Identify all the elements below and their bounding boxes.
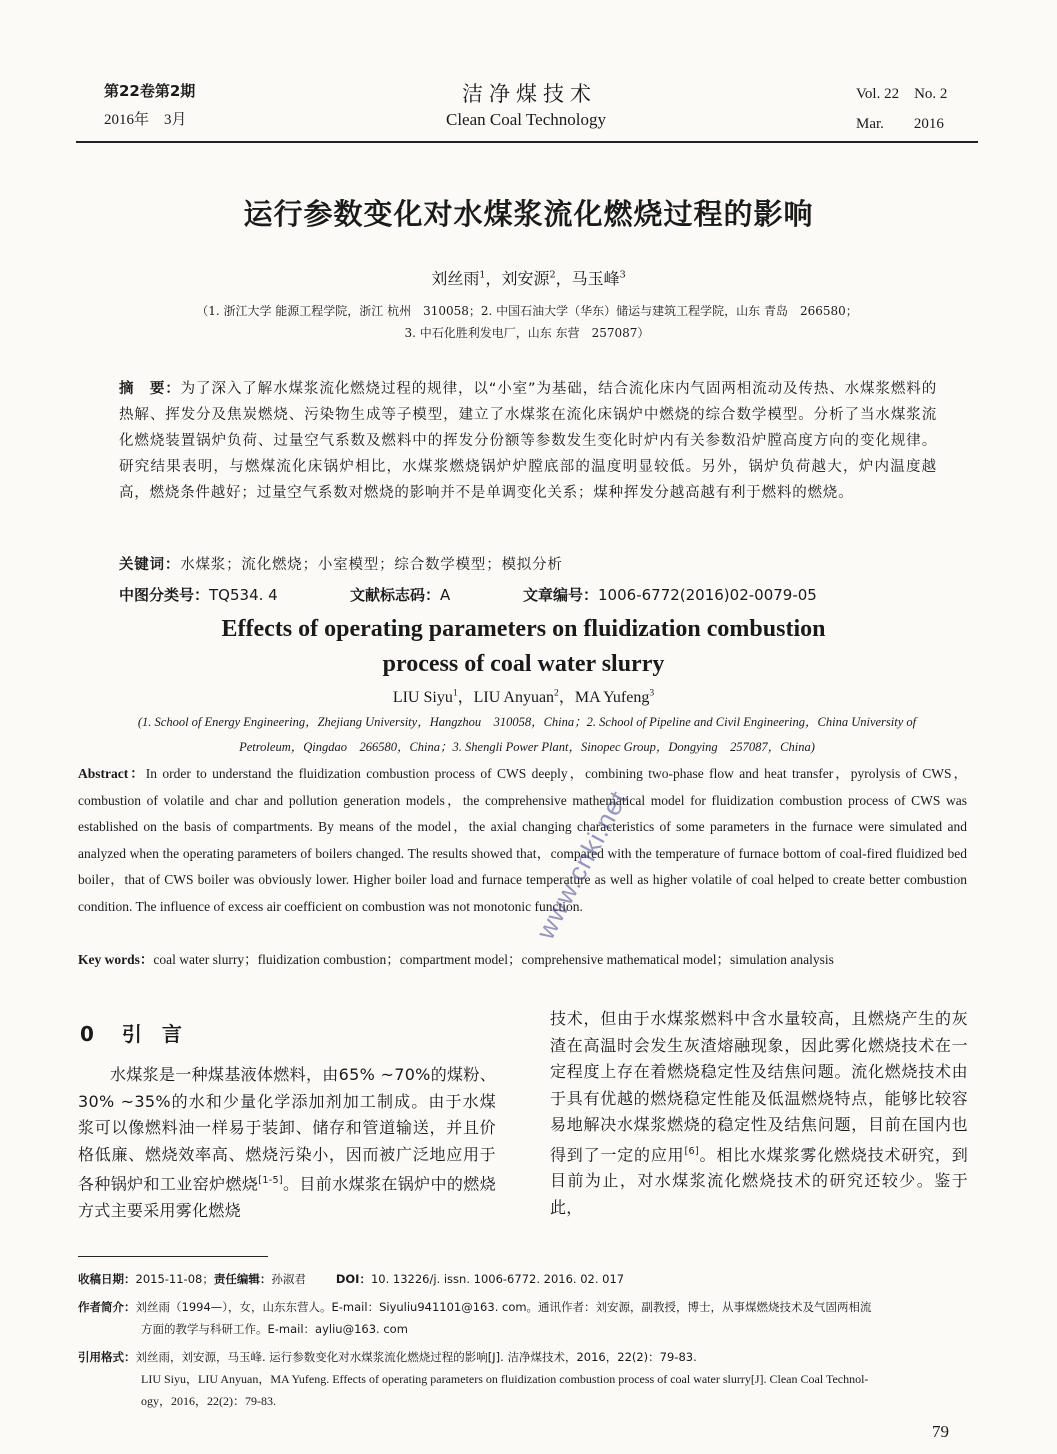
affiliations-en: (1. School of Energy Engineering，Zhejiang University，Hangzhou 310058，China；2. School of Pipeline and Civil Engineering，China University of Petroleum，Qingdao 266580，China；3. Shengli Power Plant，Sinopec Group，Dongying 257087，China) — [137, 715, 917, 754]
paper-title-en: Effects of operating parameters on fluidization combustion process of coal water slurry — [221, 616, 826, 677]
article-id: 文章编号：1006-6772(2016)02-0079-05 — [523, 586, 817, 604]
header-volume-en: Vol. 22 No. 2 — [856, 86, 948, 102]
header-rule — [76, 141, 978, 143]
clc-number: 中图分类号：TQ534. 4 — [119, 586, 278, 604]
page-number: 79 — [932, 1422, 949, 1441]
header-journal-en: Clean Coal Technology — [446, 110, 606, 129]
abstract-en: Abstract：In order to understand the fluidization combustion process of CWS deeply，combining two-phase flow and heat transfer，pyrolysis of CWS，combustion of volatile and char and pollution generation models，the comprehensive mathematical model for fluidization combustion process of CWS was established on the basis of compartments. By means of the model，the axial changing characteristics of some parameters in the furnace were simulated and analyzed when the operating parameters of boilers changed. The results showed that，compared with the temperature of furnace bottom of coal-fired fluidized bed boiler，that of CWS boiler was obviously lower. Higher boiler load and furnace temperature as well as higher volatile of coal helped to create better combustion condition. The influence of excess air coefficient on combustion was not monotonic function. — [78, 766, 967, 914]
abstract-cn: 摘 要：为了深入了解水煤浆流化燃烧过程的规律，以“小室”为基础，结合流化床内气固两相流动及传热、水煤浆燃料的热解、挥发分及焦炭燃烧、污染物生成等子模型，建立了水煤浆在流化床锅炉中燃烧的综合数学模型。分析了当水煤浆流化燃烧装置锅炉负荷、过量空气系数及燃料中的挥发分份额等参数发生变化时炉内有关参数沿炉膛高度方向的变化规律。研究结果表明，与燃煤流化床锅炉相比，水煤浆燃烧锅炉炉膛底部的温度明显较低。另外，锅炉负荷越大，炉内温度越高，燃烧条件越好；过量空气系数对燃烧的影响并不是单调变化关系；煤种挥发分越高越有利于燃料的燃烧。 — [119, 381, 937, 501]
document-code: 文献标志码：A — [350, 586, 451, 604]
paper-title-cn: 运行参数变化对水煤浆流化燃烧过程的影响 — [243, 197, 814, 231]
received-date: 收稿日期：2015-11-08；责任编辑：孙淑君 DOI：10. 13226/j. issn. 1006-6772. 2016. 02. 017 — [78, 1272, 625, 1286]
header-date-cn: 2016年 3月 — [104, 112, 187, 128]
keywords-cn: 关键词：水煤浆；流化燃烧；小室模型；综合数学模型；模拟分析 — [119, 557, 563, 573]
header-volume-cn: 第22卷第2期 — [104, 82, 196, 100]
keywords-en: Key words：coal water slurry；fluidization combustion；compartment model；comprehensive mathematical model；simulation analysis — [78, 952, 834, 967]
footnote-rule — [78, 1256, 268, 1257]
body-left-column: 水煤浆是一种煤基液体燃料，由65% ~70%的煤粉、30% ~35%的水和少量化学添加剂加工制成。由于水煤浆可以像燃料油一样易于装卸、储存和管道输送，并且价格低廉、燃烧效率高、燃烧污染小，因而被广泛地应用于各种锅炉和工业窑炉燃烧[1-5]。目前水煤浆在锅炉中的燃烧方式主要采用雾化燃烧 — [78, 1065, 496, 1220]
citation-cn: 引用格式：刘丝雨，刘安源，马玉峰. 运行参数变化对水煤浆流化燃烧过程的影响[J]. 洁净煤技术，2016，22(2)：79-83. — [78, 1350, 697, 1364]
section-heading: 0 引 言 — [80, 1022, 182, 1046]
authors-cn: 刘丝雨$^1$，刘安源$^2$，马玉峰$^3$ — [431, 269, 626, 288]
authors-en: LIU Siyu$^1$，LIU Anyuan$^2$，MA Yufeng$^3$ — [392, 687, 655, 706]
affiliations-cn: （1. 浙江大学 能源工程学院，浙江 杭州 310058；2. 中国石油大学（华东）储运与建筑工程学院，山东 青岛 266580； 3. 中石化胜利发电厂，山东 东营 257087） — [196, 304, 858, 340]
body-right-column: 技术，但由于水煤浆燃料中含水量较高，且燃烧产生的灰渣在高温时会发生灰渣熔融现象，因此雾化燃烧技术在一定程度上存在着燃烧稳定性及结焦问题。流化燃烧技术由于具有优越的燃烧稳定性能及低温燃烧特点，能够比较容易地解决水煤浆燃烧的稳定性及结焦问题，目前在国内也得到了一定的应用[6]。相比水煤浆雾化燃烧技术研究，到目前为止，对水煤浆流化燃烧技术的研究还较少。鉴于此， — [550, 1009, 968, 1217]
citation-en: LIU Siyu，LIU Anyuan，MA Yufeng. Effects of operating parameters on fluidization combustion process of coal water slurry[J]. Clean Coal Technol- ogy，2016，22(2)：79-83. — [141, 1372, 869, 1408]
watermark: www.cnki.net — [530, 785, 634, 945]
author-bio: 作者简介：刘丝雨（1994—），女，山东东营人。E-mail：Siyuliu941101@163. com。通讯作者：刘安源，副教授，博士，从事煤燃烧技术及气固两相流 方面的教学与科研工作。E-mail：ayliu@163. com — [78, 1300, 872, 1336]
header-journal-cn: 洁净煤技术 — [462, 82, 597, 106]
header-date-en: Mar. 2016 — [856, 116, 944, 132]
